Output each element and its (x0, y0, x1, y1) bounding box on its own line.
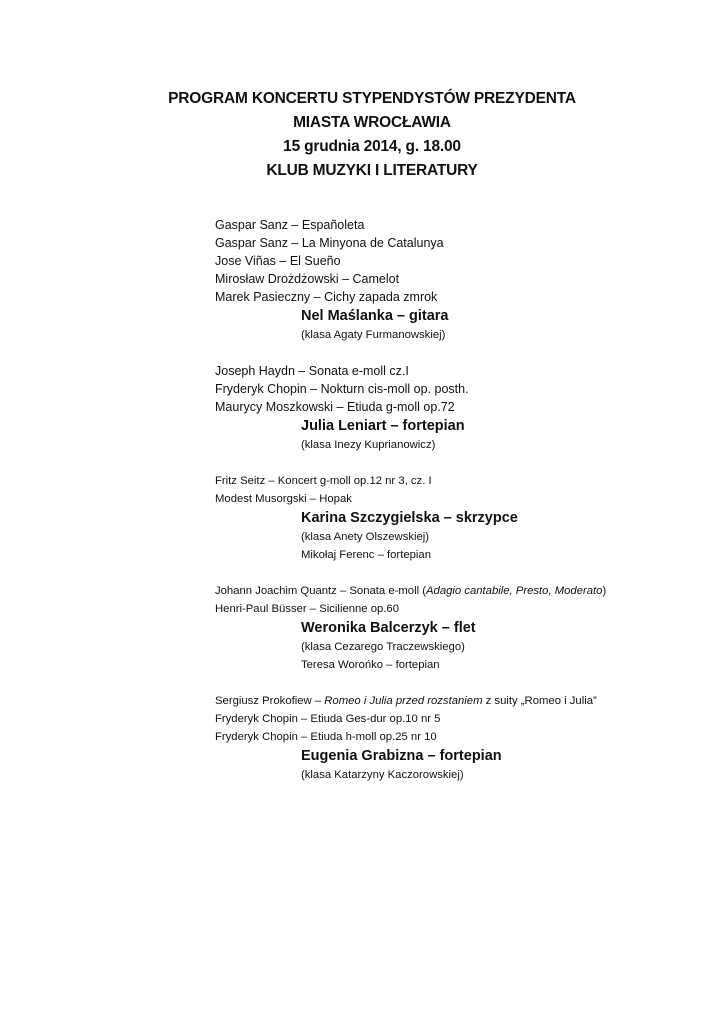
piece: Fryderyk Chopin – Etiuda h-moll op.25 nr 10 (215, 731, 437, 743)
piece (215, 692, 715, 710)
title-line-1: PROGRAM KONCERTU STYPENDYSTÓW PREZYDENTA (168, 90, 576, 107)
performer-name: Karina Szczygielska – skrzypce (301, 510, 518, 526)
piece: Fryderyk Chopin – Etiuda Ges-dur op.10 nr 5 (215, 713, 441, 725)
teacher-class: (klasa Anety Olszewskiej) (301, 531, 430, 543)
teacher-class: (klasa Katarzyny Kaczorowskiej) (301, 769, 464, 781)
piece (215, 582, 715, 600)
performer-name: Eugenia Grabizna – fortepian (301, 748, 502, 764)
program-list (215, 216, 715, 802)
piece-movements: Adagio cantabile, Presto, Moderato (426, 585, 603, 597)
performer-name: Weronika Balcerzyk – flet (301, 620, 476, 636)
accompanist: Teresa Worońko – fortepian (301, 659, 440, 671)
piece-text: z suity „Romeo i Julia” (482, 695, 597, 707)
program-section-3 (215, 472, 715, 564)
piece: Henri-Paul Büsser – Sicilienne op.60 (215, 603, 399, 615)
piece-title-italic: Romeo i Julia przed rozstaniem (324, 695, 483, 707)
piece: Gaspar Sanz – La Minyona de Catalunya (215, 236, 444, 250)
teacher-class: (klasa Cezarego Traczewskiego) (301, 641, 465, 653)
program-section-2 (215, 362, 715, 454)
concert-venue: KLUB MUZYKI I LITERATURY (266, 162, 478, 179)
piece-text: Johann Joachim Quantz – Sonata e-moll ( (215, 585, 426, 597)
piece: Fryderyk Chopin – Nokturn cis-moll op. posth. (215, 382, 469, 396)
performer-name: Nel Maślanka – gitara (301, 308, 449, 324)
title-line-2: MIASTA WROCŁAWIA (293, 114, 451, 131)
teacher-class: (klasa Inezy Kuprianowicz) (301, 439, 436, 451)
accompanist: Mikołaj Ferenc – fortepian (301, 549, 431, 561)
performer-name: Julia Leniart – fortepian (301, 418, 465, 434)
piece: Modest Musorgski – Hopak (215, 493, 352, 505)
piece-text: ) (602, 585, 607, 597)
program-section-4 (215, 582, 715, 674)
piece: Fritz Seitz – Koncert g-moll op.12 nr 3, cz. I (215, 475, 432, 487)
piece: Jose Viñas – El Sueño (215, 254, 341, 268)
piece: Joseph Haydn – Sonata e-moll cz.I (215, 364, 409, 378)
program-section-5 (215, 692, 715, 784)
piece: Gaspar Sanz – Españoleta (215, 218, 365, 232)
piece: Mirosław Drożdżowski – Camelot (215, 272, 400, 286)
program-section-1 (215, 216, 715, 344)
piece-text: Sergiusz Prokofiew – (215, 695, 325, 707)
concert-date: 15 grudnia 2014, g. 18.00 (283, 138, 461, 155)
teacher-class: (klasa Agaty Furmanowskiej) (301, 329, 446, 341)
concert-title (0, 87, 724, 183)
piece: Marek Pasieczny – Cichy zapada zmrok (215, 290, 438, 304)
piece: Maurycy Moszkowski – Etiuda g-moll op.72 (215, 400, 455, 414)
